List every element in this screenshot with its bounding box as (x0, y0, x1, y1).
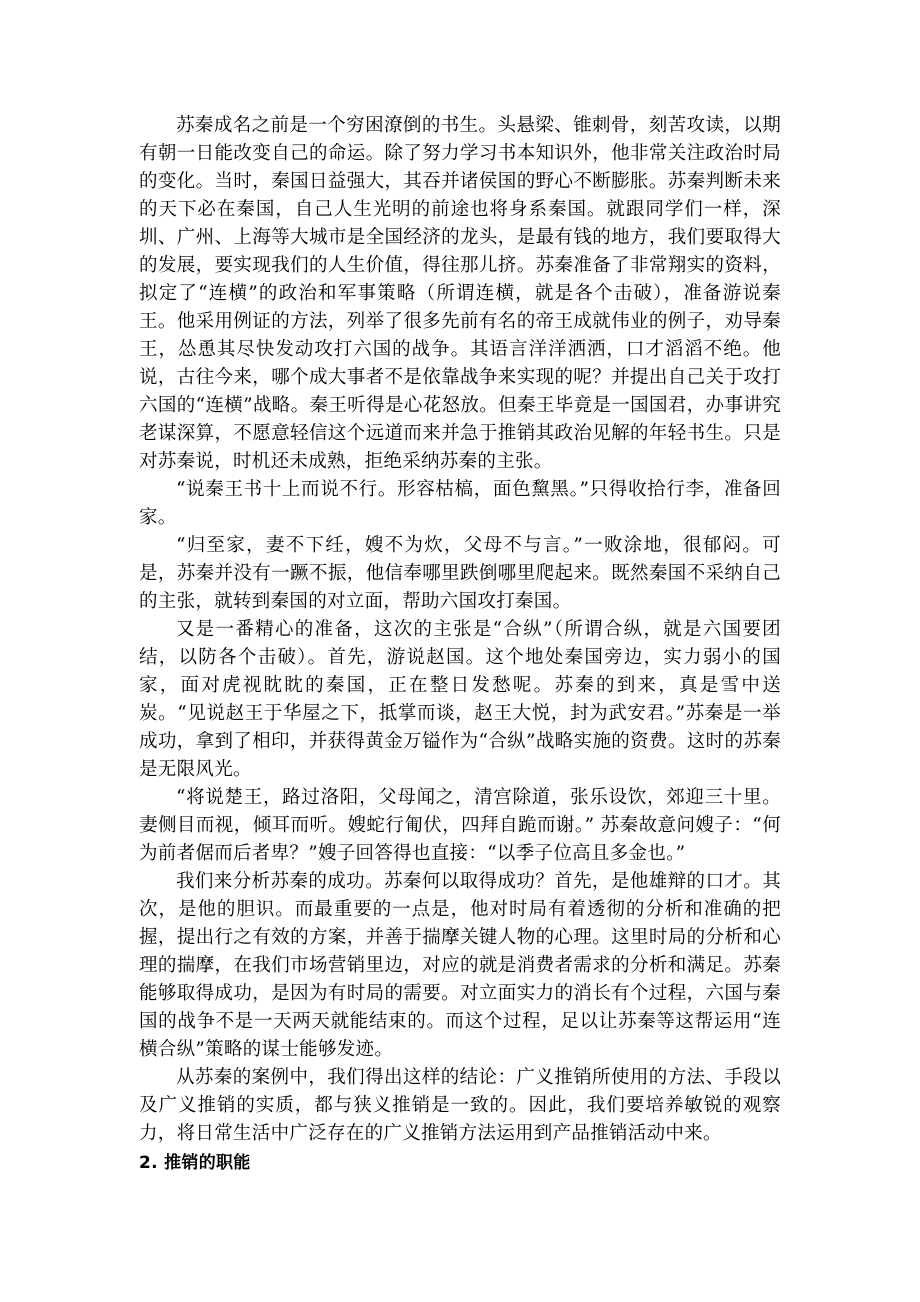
document-page (139, 112, 781, 1178)
paragraph-success-analysis: 我们来分析苏秦的成功。苏秦何以取得成功？首先，是他雄辩的口才。其次，是他的胆识。而最重要的一点是，他对时局有着透彻的分析和准确的把握，提出行之有效的方案，并善于揣摩关键人物的心理。这里时局的分析和心理的揣摩，在我们市场营销里边，对应的就是消费者需求的分析和满足。苏秦能够取得成功，是因为有时局的需要。对立面实力的消长有个过程，六国与秦国的战争不是一天两天就能结束的。而这个过程，足以让苏秦等这帮运用“连横合纵”策略的谋士能够发迹。 (139, 871, 781, 1060)
paragraph-su-qin-early-life: 苏秦成名之前是一个穷困潦倒的书生。头悬梁、锥刺骨，刻苦攻读，以期有朝一日能改变自己的命运。除了努力学习书本知识外，他非常关注政治时局的变化。当时，秦国日益强大，其吞并诸侯国的野心不断膨胀。苏秦判断未来的天下必在秦国，自己人生光明的前途也将身系秦国。就跟同学们一样，深圳、广州、上海等大城市是全国经济的龙头，是最有钱的地方，我们要取得大的发展，要实现我们的人生价值，得往那儿挤。苏秦准备了非常翔实的资料，拟定了“连横”的政治和军事策略（所谓连横，就是各个击破），准备游说秦王。他采用例证的方法，列举了很多先前有名的帝王成就伟业的例子，劝导秦王，怂恿其尽快发动攻打六国的战争。其语言洋洋洒洒，口才滔滔不绝。他说，古往今来，哪个成大事者不是依靠战争来实现的呢？并提出自己关于攻打六国的“连横”战略。秦王听得是心花怒放。但秦王毕竟是一国国君，办事讲究老谋深算，不愿意轻信这个远道而来并急于推销其政治见解的年轻书生。只是对苏秦说，时机还未成熟，拒绝采纳苏秦的主张。 (139, 115, 781, 472)
paragraph-family-reaction: “归至家，妻不下纴，嫂不为炊，父母不与言。”一败涂地，很郁闷。可是，苏秦并没有一蹶不振，他信奉哪里跌倒哪里爬起来。既然秦国不采纳自己的主张，就转到秦国的对立面，帮助六国攻打秦国。 (139, 535, 781, 612)
paragraph-he-zong-strategy: 又是一番精心的准备，这次的主张是“合纵”（所谓合纵，就是六国要团结，以防各个击破）。首先，游说赵国。这个地处秦国旁边，实力弱小的国家，面对虎视眈眈的秦国，正在整日发愁呢。苏秦的到来，真是雪中送炭。“见说赵王于华屋之下，抵掌而谈，赵王大悦，封为武安君。”苏秦是一举成功，拿到了相印，并获得黄金万镒作为“合纵”战略实施的资费。这时的苏秦是无限风光。 (139, 619, 781, 780)
paragraph-conclusion: 从苏秦的案例中，我们得出这样的结论：广义推销所使用的方法、手段以及广义推销的实质，都与狭义推销是一致的。因此，我们要培养敏锐的观察力，将日常生活中广泛存在的广义推销方法运用到产品推销活动中来。 (139, 1067, 781, 1144)
section-heading: 2. 推销的职能 (139, 1153, 251, 1173)
paragraph-return-home: “说秦王书十上而说不行。形容枯槁，面色黧黑。”只得收拾行李，准备回家。 (139, 479, 781, 528)
paragraph-visit-chu: “将说楚王，路过洛阳，父母闻之，清宫除道，张乐设饮，郊迎三十里。妻侧目而视，倾耳而听。嫂蛇行匍伏，四拜自跪而谢。” 苏秦故意问嫂子：“何为前者倨而后者卑？”嫂子回答得也直接：“以季子位高且多金也。” (139, 787, 781, 864)
